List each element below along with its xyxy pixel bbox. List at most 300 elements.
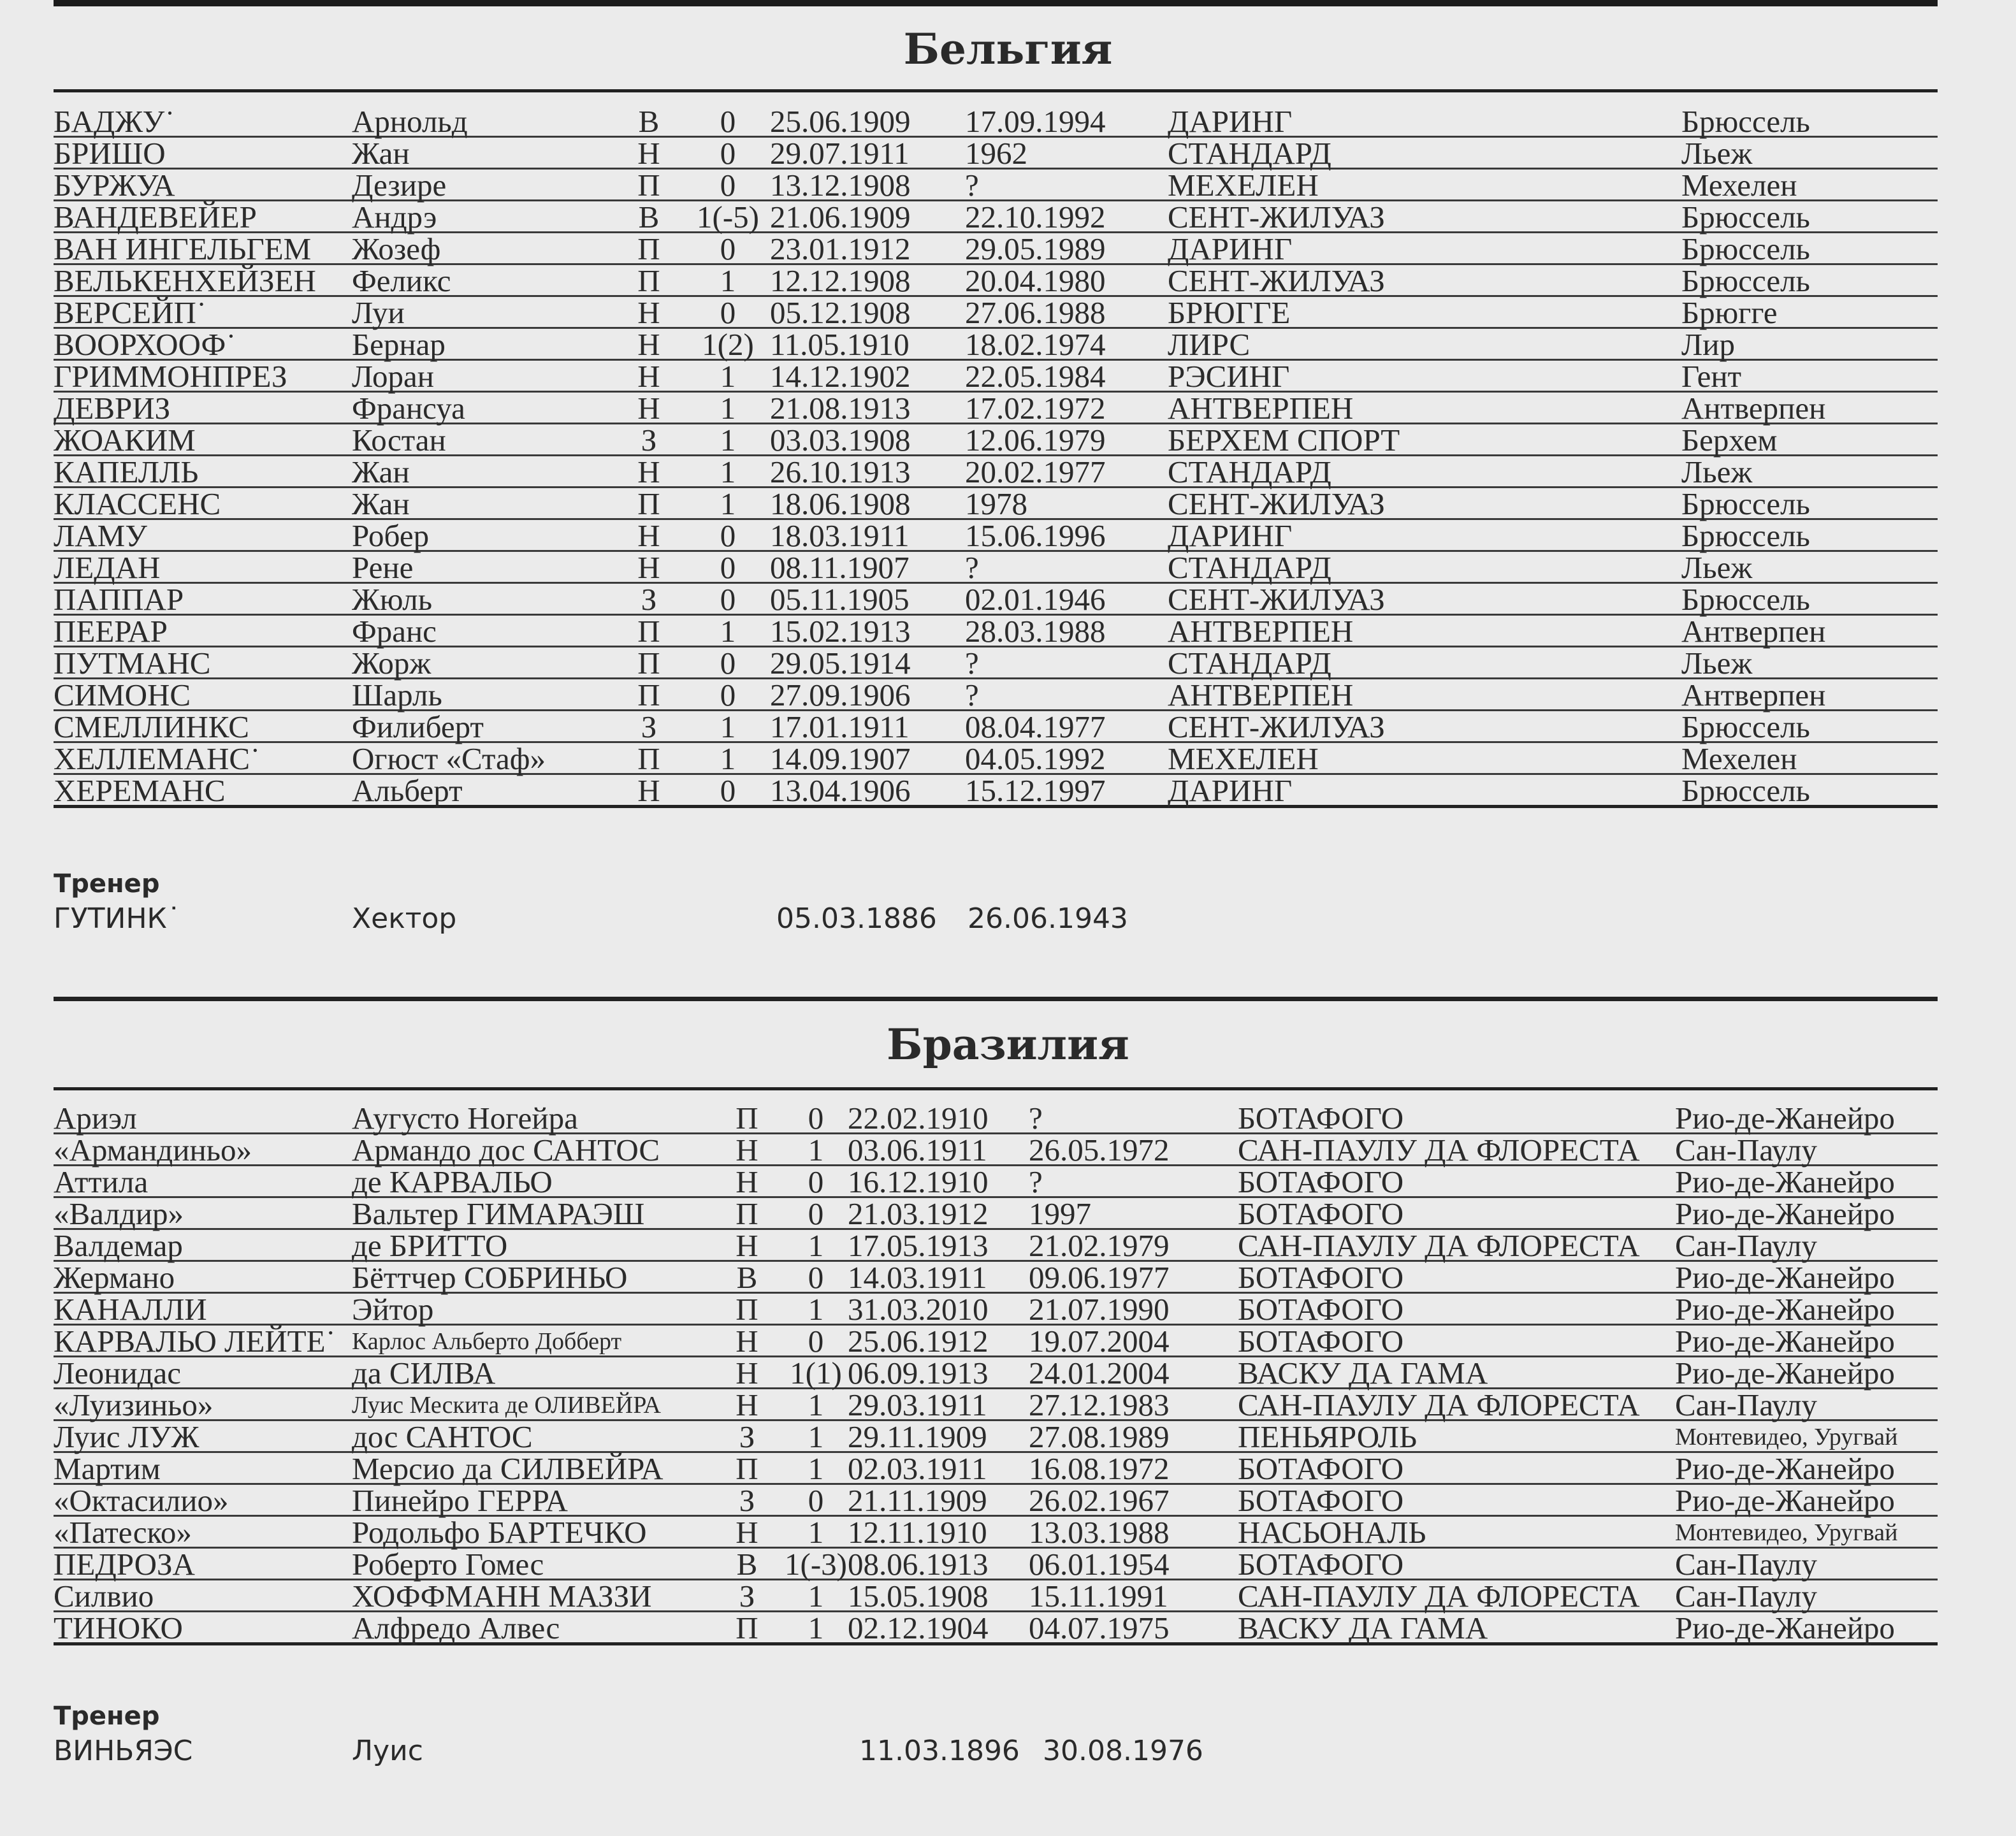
- player-surname: КЛАССЕНС: [54, 488, 352, 519]
- birth-date: 26.10.1913: [770, 456, 965, 488]
- club: СЕНТ-ЖИЛУАЗ: [1168, 711, 1681, 742]
- death-date: 29.05.1989: [965, 233, 1168, 264]
- death-date: 17.02.1972: [965, 392, 1168, 424]
- city: Сан-Паулу: [1675, 1580, 1938, 1612]
- section-rule-belgium: [54, 89, 1938, 92]
- club: САН-ПАУЛУ ДА ФЛОРЕСТА: [1238, 1389, 1675, 1420]
- section-title-belgium: Бельгия: [903, 24, 1113, 74]
- table-row: [54, 201, 1938, 233]
- position: П: [612, 647, 686, 679]
- city: Антверпен: [1681, 615, 1938, 647]
- player-surname: ПЕДРОЗА: [54, 1548, 352, 1580]
- club: АНТВЕРПЕН: [1168, 392, 1681, 424]
- table-row: [54, 1134, 1938, 1166]
- city: Брюссель: [1681, 519, 1938, 551]
- player-name: Жорж: [352, 647, 612, 679]
- position: Н: [612, 774, 686, 807]
- city: Сан-Паулу: [1675, 1548, 1938, 1580]
- birth-date: 03.03.1908: [770, 424, 965, 456]
- table-row: [54, 424, 1938, 456]
- position: Н: [612, 551, 686, 583]
- city: Рио-де-Жанейро: [1675, 1261, 1938, 1293]
- death-date: 27.12.1983: [1029, 1389, 1238, 1420]
- player-name: Феликс: [352, 264, 612, 296]
- position: Н: [710, 1357, 784, 1389]
- city: Монтевидео, Уругвай: [1675, 1420, 1938, 1452]
- player-surname: ЛЕДАН: [54, 551, 352, 583]
- player-name: Жан: [352, 488, 612, 519]
- position: В: [612, 201, 686, 233]
- death-date: 04.07.1975: [1029, 1612, 1238, 1644]
- death-date: 20.04.1980: [965, 264, 1168, 296]
- player-name: Лоран: [352, 360, 612, 392]
- death-date: 12.06.1979: [965, 424, 1168, 456]
- goals: 0: [784, 1484, 848, 1516]
- birth-date: 18.03.1911: [770, 519, 965, 551]
- goals: 1(1): [784, 1357, 848, 1389]
- goals: 1: [784, 1293, 848, 1325]
- birth-date: 21.03.1912: [848, 1197, 1029, 1229]
- death-date: 06.01.1954: [1029, 1548, 1238, 1580]
- goals: 0: [686, 169, 770, 201]
- table-row: [54, 583, 1938, 615]
- table-row: [54, 711, 1938, 742]
- player-name: Костан: [352, 424, 612, 456]
- goals: 1: [784, 1420, 848, 1452]
- coach-surname: ВИНЬЯЭС: [54, 1735, 193, 1767]
- position: В: [710, 1548, 784, 1580]
- birth-date: 25.06.1909: [770, 106, 965, 137]
- table-row: [54, 106, 1938, 137]
- player-surname: ЖОАКИМ: [54, 424, 352, 456]
- player-surname: КАНАЛЛИ: [54, 1293, 352, 1325]
- death-date: 13.03.1988: [1029, 1516, 1238, 1548]
- goals: 0: [686, 679, 770, 711]
- club: СЕНТ-ЖИЛУАЗ: [1168, 264, 1681, 296]
- player-name: Шарль: [352, 679, 612, 711]
- position: П: [710, 1612, 784, 1644]
- city: Рио-де-Жанейро: [1675, 1197, 1938, 1229]
- table-row: [54, 1580, 1938, 1612]
- position: Н: [710, 1325, 784, 1357]
- birth-date: 22.02.1910: [848, 1102, 1029, 1134]
- player-name: Эйтор: [352, 1293, 710, 1325]
- position: В: [710, 1261, 784, 1293]
- death-date: 1997: [1029, 1197, 1238, 1229]
- coach-label-brazil: Тренер: [54, 1702, 160, 1731]
- player-name: Дезире: [352, 169, 612, 201]
- goals: 0: [686, 233, 770, 264]
- position: П: [612, 264, 686, 296]
- goals: 0: [784, 1261, 848, 1293]
- table-row: [54, 742, 1938, 774]
- club: БОТАФОГО: [1238, 1261, 1675, 1293]
- birth-date: 29.11.1909: [848, 1420, 1029, 1452]
- city: Брюгге: [1681, 296, 1938, 328]
- position: П: [612, 679, 686, 711]
- city: Лир: [1681, 328, 1938, 360]
- goals: 1: [686, 742, 770, 774]
- player-surname: КАПЕЛЛЬ: [54, 456, 352, 488]
- player-surname: БУРЖУА: [54, 169, 352, 201]
- death-date: 24.01.2004: [1029, 1357, 1238, 1389]
- position: Н: [612, 296, 686, 328]
- player-name: дос САНТОС: [352, 1420, 710, 1452]
- position: П: [612, 233, 686, 264]
- table-row: [54, 488, 1938, 519]
- player-name: Робер: [352, 519, 612, 551]
- player-surname: ДЕВРИЗ: [54, 392, 352, 424]
- goals: 1: [686, 360, 770, 392]
- player-name: Роберто Гомес: [352, 1548, 710, 1580]
- birth-date: 14.12.1902: [770, 360, 965, 392]
- goals: 0: [686, 296, 770, 328]
- coach-surname: ГУТИНК˙: [54, 902, 181, 935]
- death-date: 18.02.1974: [965, 328, 1168, 360]
- goals: 0: [686, 137, 770, 169]
- goals: 1: [784, 1229, 848, 1261]
- coach-died: 30.08.1976: [1043, 1735, 1203, 1767]
- player-name: Луис Мескита де ОЛИВЕЙРА: [352, 1389, 710, 1420]
- city: Рио-де-Жанейро: [1675, 1293, 1938, 1325]
- player-surname: БРИШО: [54, 137, 352, 169]
- club: СТАНДАРД: [1168, 137, 1681, 169]
- player-surname: СИМОНС: [54, 679, 352, 711]
- death-date: 17.09.1994: [965, 106, 1168, 137]
- position: Н: [710, 1389, 784, 1420]
- table-row: [54, 1293, 1938, 1325]
- club: БОТАФОГО: [1238, 1452, 1675, 1484]
- goals: 1: [784, 1612, 848, 1644]
- table-row: [54, 169, 1938, 201]
- death-date: 08.04.1977: [965, 711, 1168, 742]
- coach-born: 11.03.1896: [859, 1735, 1020, 1767]
- city: Брюссель: [1681, 774, 1938, 807]
- player-name: Жан: [352, 456, 612, 488]
- city: Берхем: [1681, 424, 1938, 456]
- roster-table-brazil: [54, 1102, 1938, 1645]
- coach-name: Луис: [352, 1735, 423, 1767]
- table-row: [54, 392, 1938, 424]
- birth-date: 14.09.1907: [770, 742, 965, 774]
- city: Льеж: [1681, 551, 1938, 583]
- club: САН-ПАУЛУ ДА ФЛОРЕСТА: [1238, 1229, 1675, 1261]
- table-row: [54, 774, 1938, 807]
- death-date: 22.10.1992: [965, 201, 1168, 233]
- player-name: Филиберт: [352, 711, 612, 742]
- club: ДАРИНГ: [1168, 106, 1681, 137]
- position: П: [612, 488, 686, 519]
- player-name: Карлос Альберто Добберт: [352, 1325, 710, 1357]
- player-name: Бернар: [352, 328, 612, 360]
- death-date: ?: [1029, 1166, 1238, 1197]
- city: Брюссель: [1681, 711, 1938, 742]
- top-rule: [54, 0, 1938, 6]
- birth-date: 06.09.1913: [848, 1357, 1029, 1389]
- player-name: Жозеф: [352, 233, 612, 264]
- birth-date: 08.06.1913: [848, 1548, 1029, 1580]
- player-surname: ВЕРСЕЙП˙: [54, 296, 352, 328]
- player-name: Пинейро ГЕРРА: [352, 1484, 710, 1516]
- coach-label-belgium: Тренер: [54, 869, 160, 899]
- player-surname: Ариэл: [54, 1102, 352, 1134]
- player-surname: Силвио: [54, 1580, 352, 1612]
- goals: 1: [686, 392, 770, 424]
- table-row: [54, 1261, 1938, 1293]
- player-surname: «Луизиньо»: [54, 1389, 352, 1420]
- birth-date: 13.04.1906: [770, 774, 965, 807]
- birth-date: 29.07.1911: [770, 137, 965, 169]
- table-row: [54, 360, 1938, 392]
- club: САН-ПАУЛУ ДА ФЛОРЕСТА: [1238, 1134, 1675, 1166]
- player-name: Альберт: [352, 774, 612, 807]
- position: З: [612, 711, 686, 742]
- player-name: Вальтер ГИМАРАЭШ: [352, 1197, 710, 1229]
- city: Брюссель: [1681, 106, 1938, 137]
- section-divider: [54, 997, 1938, 1001]
- coach-row-belgium: [54, 902, 1938, 938]
- club: БОТАФОГО: [1238, 1102, 1675, 1134]
- goals: 1: [686, 264, 770, 296]
- club: БОТАФОГО: [1238, 1548, 1675, 1580]
- player-name: Алфредо Алвес: [352, 1612, 710, 1644]
- player-surname: ТИНОКО: [54, 1612, 352, 1644]
- player-surname: ВЕЛЬКЕНХЕЙЗЕН: [54, 264, 352, 296]
- city: Рио-де-Жанейро: [1675, 1612, 1938, 1644]
- table-row: [54, 1325, 1938, 1357]
- player-surname: Мартим: [54, 1452, 352, 1484]
- player-name: Франс: [352, 615, 612, 647]
- player-surname: ВАНДЕВЕЙЕР: [54, 201, 352, 233]
- player-name: Франсуа: [352, 392, 612, 424]
- club: СТАНДАРД: [1168, 647, 1681, 679]
- club: РЭСИНГ: [1168, 360, 1681, 392]
- position: П: [710, 1452, 784, 1484]
- city: Льеж: [1681, 456, 1938, 488]
- player-surname: ГРИММОНПРЕЗ: [54, 360, 352, 392]
- birth-date: 05.11.1905: [770, 583, 965, 615]
- city: Брюссель: [1681, 488, 1938, 519]
- club: АНТВЕРПЕН: [1168, 679, 1681, 711]
- goals: 0: [686, 774, 770, 807]
- position: Н: [612, 137, 686, 169]
- table-row: [54, 1420, 1938, 1452]
- goals: 1: [686, 615, 770, 647]
- player-name: де БРИТТО: [352, 1229, 710, 1261]
- city: Сан-Паулу: [1675, 1229, 1938, 1261]
- birth-date: 12.12.1908: [770, 264, 965, 296]
- player-surname: «Армандиньо»: [54, 1134, 352, 1166]
- club: АНТВЕРПЕН: [1168, 615, 1681, 647]
- club: БОТАФОГО: [1238, 1197, 1675, 1229]
- death-date: ?: [965, 551, 1168, 583]
- club: НАСЬОНАЛЬ: [1238, 1516, 1675, 1548]
- club: СТАНДАРД: [1168, 551, 1681, 583]
- club: БОТАФОГО: [1238, 1325, 1675, 1357]
- club: БЕРХЕМ СПОРТ: [1168, 424, 1681, 456]
- birth-date: 03.06.1911: [848, 1134, 1029, 1166]
- player-name: Аугусто Ногейра: [352, 1102, 710, 1134]
- player-surname: ПАППАР: [54, 583, 352, 615]
- birth-date: 23.01.1912: [770, 233, 965, 264]
- city: Мехелен: [1681, 169, 1938, 201]
- city: Монтевидео, Уругвай: [1675, 1516, 1938, 1548]
- coach-name: Хектор: [352, 902, 457, 935]
- club: БОТАФОГО: [1238, 1166, 1675, 1197]
- birth-date: 12.11.1910: [848, 1516, 1029, 1548]
- coach-row-brazil: [54, 1735, 1938, 1770]
- death-date: 22.05.1984: [965, 360, 1168, 392]
- position: З: [710, 1420, 784, 1452]
- player-surname: КАРВАЛЬО ЛЕЙТЕ˙: [54, 1325, 352, 1357]
- goals: 1(-5): [686, 201, 770, 233]
- goals: 0: [784, 1325, 848, 1357]
- city: Рио-де-Жанейро: [1675, 1325, 1938, 1357]
- death-date: 27.08.1989: [1029, 1420, 1238, 1452]
- section-rule-brazil: [54, 1087, 1938, 1090]
- death-date: ?: [965, 647, 1168, 679]
- club: БРЮГГЕ: [1168, 296, 1681, 328]
- death-date: 20.02.1977: [965, 456, 1168, 488]
- position: Н: [612, 392, 686, 424]
- goals: 1: [686, 711, 770, 742]
- player-surname: БАДЖУ˙: [54, 106, 352, 137]
- position: З: [612, 424, 686, 456]
- player-name: ХОФФМАНН МАЗЗИ: [352, 1580, 710, 1612]
- club: ДАРИНГ: [1168, 774, 1681, 807]
- city: Рио-де-Жанейро: [1675, 1166, 1938, 1197]
- player-name: Огюст «Стаф»: [352, 742, 612, 774]
- death-date: ?: [965, 679, 1168, 711]
- roster-table-belgium: [54, 106, 1938, 808]
- player-surname: ВАН ИНГЕЛЬГЕМ: [54, 233, 352, 264]
- player-surname: ХЕРЕМАНС: [54, 774, 352, 807]
- death-date: 26.02.1967: [1029, 1484, 1238, 1516]
- city: Льеж: [1681, 137, 1938, 169]
- club: БОТАФОГО: [1238, 1293, 1675, 1325]
- table-row: [54, 1166, 1938, 1197]
- death-date: 1962: [965, 137, 1168, 169]
- player-name: да СИЛВА: [352, 1357, 710, 1389]
- birth-date: 14.03.1911: [848, 1261, 1029, 1293]
- birth-date: 18.06.1908: [770, 488, 965, 519]
- player-name: Жюль: [352, 583, 612, 615]
- goals: 0: [784, 1166, 848, 1197]
- death-date: ?: [1029, 1102, 1238, 1134]
- position: П: [612, 615, 686, 647]
- player-surname: ЛАМУ: [54, 519, 352, 551]
- player-name: Рене: [352, 551, 612, 583]
- birth-date: 21.08.1913: [770, 392, 965, 424]
- birth-date: 17.05.1913: [848, 1229, 1029, 1261]
- goals: 1: [686, 424, 770, 456]
- goals: 1: [784, 1389, 848, 1420]
- player-name: де КАРВАЛЬО: [352, 1166, 710, 1197]
- table-row: [54, 1548, 1938, 1580]
- club: СЕНТ-ЖИЛУАЗ: [1168, 201, 1681, 233]
- birth-date: 02.03.1911: [848, 1452, 1029, 1484]
- player-surname: ПУТМАНС: [54, 647, 352, 679]
- table-row: [54, 551, 1938, 583]
- table-row: [54, 1357, 1938, 1389]
- death-date: ?: [965, 169, 1168, 201]
- club: ЛИРС: [1168, 328, 1681, 360]
- table-row: [54, 1452, 1938, 1484]
- city: Рио-де-Жанейро: [1675, 1357, 1938, 1389]
- death-date: 28.03.1988: [965, 615, 1168, 647]
- city: Сан-Паулу: [1675, 1134, 1938, 1166]
- birth-date: 02.12.1904: [848, 1612, 1029, 1644]
- goals: 0: [686, 647, 770, 679]
- player-name: Андрэ: [352, 201, 612, 233]
- position: Н: [612, 456, 686, 488]
- club: БОТАФОГО: [1238, 1484, 1675, 1516]
- position: Н: [612, 328, 686, 360]
- goals: 1: [784, 1134, 848, 1166]
- birth-date: 15.05.1908: [848, 1580, 1029, 1612]
- position: П: [710, 1293, 784, 1325]
- death-date: 16.08.1972: [1029, 1452, 1238, 1484]
- death-date: 15.11.1991: [1029, 1580, 1238, 1612]
- position: Н: [612, 519, 686, 551]
- death-date: 19.07.2004: [1029, 1325, 1238, 1357]
- club: ДАРИНГ: [1168, 233, 1681, 264]
- club: СЕНТ-ЖИЛУАЗ: [1168, 488, 1681, 519]
- table-row: [54, 615, 1938, 647]
- city: Рио-де-Жанейро: [1675, 1102, 1938, 1134]
- city: Брюссель: [1681, 264, 1938, 296]
- city: Антверпен: [1681, 392, 1938, 424]
- goals: 1: [784, 1452, 848, 1484]
- goals: 1(2): [686, 328, 770, 360]
- city: Гент: [1681, 360, 1938, 392]
- city: Рио-де-Жанейро: [1675, 1452, 1938, 1484]
- player-surname: Жермано: [54, 1261, 352, 1293]
- goals: 0: [686, 519, 770, 551]
- player-name: Луи: [352, 296, 612, 328]
- goals: 1: [686, 456, 770, 488]
- city: Сан-Паулу: [1675, 1389, 1938, 1420]
- birth-date: 27.09.1906: [770, 679, 965, 711]
- birth-date: 05.12.1908: [770, 296, 965, 328]
- club: ДАРИНГ: [1168, 519, 1681, 551]
- position: З: [710, 1580, 784, 1612]
- birth-date: 21.11.1909: [848, 1484, 1029, 1516]
- birth-date: 15.02.1913: [770, 615, 965, 647]
- club: МЕХЕЛЕН: [1168, 169, 1681, 201]
- coach-died: 26.06.1943: [968, 902, 1128, 935]
- goals: 0: [784, 1102, 848, 1134]
- position: З: [612, 583, 686, 615]
- position: Н: [710, 1134, 784, 1166]
- player-surname: «Валдир»: [54, 1197, 352, 1229]
- goals: 0: [686, 583, 770, 615]
- table-row: [54, 1516, 1938, 1548]
- birth-date: 11.05.1910: [770, 328, 965, 360]
- table-row: [54, 296, 1938, 328]
- position: П: [612, 169, 686, 201]
- goals: 1: [686, 488, 770, 519]
- death-date: 02.01.1946: [965, 583, 1168, 615]
- death-date: 15.12.1997: [965, 774, 1168, 807]
- player-surname: Луис ЛУЖ: [54, 1420, 352, 1452]
- player-surname: ВООРХООФ˙: [54, 328, 352, 360]
- player-name: Арнольд: [352, 106, 612, 137]
- position: Н: [710, 1229, 784, 1261]
- club: САН-ПАУЛУ ДА ФЛОРЕСТА: [1238, 1580, 1675, 1612]
- table-row: [54, 1102, 1938, 1134]
- player-name: Жан: [352, 137, 612, 169]
